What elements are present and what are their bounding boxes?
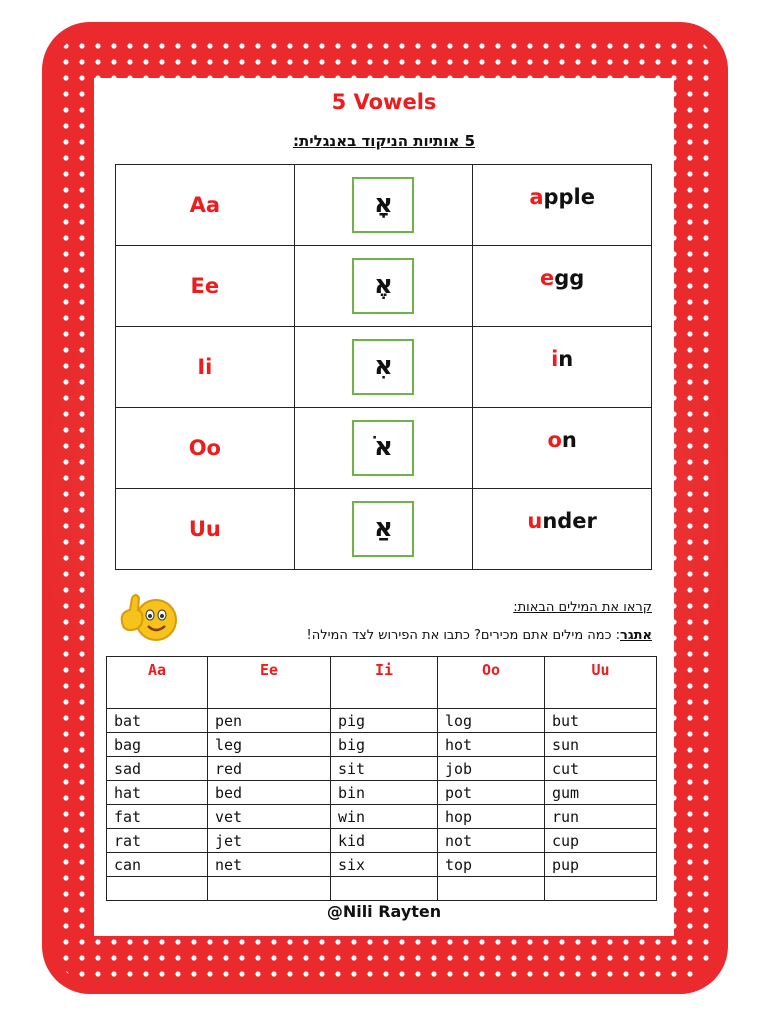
- example-word-first-letter: i: [551, 347, 559, 371]
- credit: @Nili Rayten: [326, 902, 442, 921]
- challenge-text: : כמה מילים אתם מכירים? כתבו את הפירוש לצד המילה!: [306, 628, 621, 643]
- vowel-row: [116, 246, 652, 327]
- word-cell: sad: [107, 757, 208, 781]
- word-cell: log: [438, 709, 545, 733]
- example-word-cell: [473, 165, 652, 246]
- example-word-cell: [473, 246, 652, 327]
- niqqud-cell: [294, 165, 473, 246]
- word-cell: but: [545, 709, 657, 733]
- challenge-instruction: [307, 628, 653, 643]
- example-word-first-letter: a: [529, 185, 544, 209]
- word-cell: bat: [107, 709, 208, 733]
- subtitle: 5 אותיות הניקוד באנגלית:: [292, 132, 476, 150]
- word-cell: hop: [438, 805, 545, 829]
- column-header: Aa: [107, 657, 208, 709]
- vowel-letter-cell: [116, 165, 295, 246]
- niqqud-cell: [294, 489, 473, 570]
- word-cell: fat: [107, 805, 208, 829]
- word-cell: can: [107, 853, 208, 877]
- word-cell: sit: [331, 757, 438, 781]
- vowels-table: [115, 164, 652, 570]
- word-cell: cup: [545, 829, 657, 853]
- column-header: Ii: [331, 657, 438, 709]
- word-cell: cut: [545, 757, 657, 781]
- vowel-letter: Aa: [189, 193, 221, 217]
- example-word: [547, 428, 576, 452]
- word-cell: bed: [208, 781, 331, 805]
- word-cell: pig: [331, 709, 438, 733]
- table-row: [107, 877, 657, 901]
- niqqud-cell: [294, 246, 473, 327]
- table-row: [107, 757, 657, 781]
- vowel-letter-cell: [116, 408, 295, 489]
- example-word-first-letter: e: [539, 266, 555, 290]
- table-row: [107, 781, 657, 805]
- word-cell: red: [208, 757, 331, 781]
- vowel-letter: Oo: [188, 436, 221, 460]
- example-word-rest: pple: [543, 185, 595, 209]
- table-row: [107, 733, 657, 757]
- word-cell: not: [438, 829, 545, 853]
- niqqud-cell: [294, 408, 473, 489]
- column-header: Uu: [545, 657, 657, 709]
- vowel-row: [116, 165, 652, 246]
- vowel-letter-cell: [116, 489, 295, 570]
- word-cell: kid: [331, 829, 438, 853]
- word-cell: big: [331, 733, 438, 757]
- niqqud-cell: [294, 327, 473, 408]
- niqqud-box: אֶ: [352, 258, 414, 314]
- vowel-row: [116, 489, 652, 570]
- word-cell: bin: [331, 781, 438, 805]
- vowel-letter: Ee: [190, 274, 220, 298]
- niqqud-box: אֹ: [352, 420, 414, 476]
- word-cell: job: [438, 757, 545, 781]
- vowel-row: [116, 408, 652, 489]
- table-row: [107, 829, 657, 853]
- word-cell: hat: [107, 781, 208, 805]
- word-cell: [107, 877, 208, 901]
- words-table: [106, 656, 657, 901]
- word-cell: pot: [438, 781, 545, 805]
- example-word: [540, 266, 584, 290]
- word-cell: sun: [545, 733, 657, 757]
- vowel-letter: Ii: [197, 355, 213, 379]
- word-cell: hot: [438, 733, 545, 757]
- example-word-first-letter: o: [547, 428, 562, 452]
- word-cell: net: [208, 853, 331, 877]
- word-cell: bag: [107, 733, 208, 757]
- word-cell: top: [438, 853, 545, 877]
- example-word: [529, 185, 595, 209]
- example-word-rest: n: [558, 347, 574, 371]
- niqqud-box: אִ: [352, 339, 414, 395]
- word-cell: gum: [545, 781, 657, 805]
- word-cell: pen: [208, 709, 331, 733]
- niqqud-box: אַ: [352, 501, 414, 557]
- example-word-rest: gg: [554, 266, 585, 290]
- example-word-cell: [473, 327, 652, 408]
- example-word-rest: n: [561, 428, 577, 452]
- word-cell: [208, 877, 331, 901]
- read-instruction: קראו את המילים הבאות:: [513, 600, 652, 615]
- column-header: Oo: [438, 657, 545, 709]
- niqqud-box: אָ: [352, 177, 414, 233]
- word-cell: rat: [107, 829, 208, 853]
- word-cell: win: [331, 805, 438, 829]
- word-cell: six: [331, 853, 438, 877]
- thumbs-up-smiley-icon: [118, 588, 182, 648]
- table-row: [107, 853, 657, 877]
- example-word-rest: nder: [542, 509, 597, 533]
- example-word-cell: [473, 408, 652, 489]
- word-cell: [438, 877, 545, 901]
- vowel-letter: Uu: [188, 517, 221, 541]
- word-cell: jet: [208, 829, 331, 853]
- example-word-cell: [473, 489, 652, 570]
- word-cell: run: [545, 805, 657, 829]
- word-cell: [545, 877, 657, 901]
- challenge-label: אתגר: [620, 628, 652, 643]
- example-word: [551, 347, 573, 371]
- vowel-row: [116, 327, 652, 408]
- word-cell: vet: [208, 805, 331, 829]
- example-word-first-letter: u: [527, 509, 543, 533]
- example-word: [527, 509, 597, 533]
- column-header: Ee: [208, 657, 331, 709]
- table-row: [107, 709, 657, 733]
- word-cell: leg: [208, 733, 331, 757]
- vowel-letter-cell: [116, 246, 295, 327]
- table-row: [107, 805, 657, 829]
- vowel-letter-cell: [116, 327, 295, 408]
- page-title: 5 Vowels: [331, 90, 437, 114]
- word-cell: pup: [545, 853, 657, 877]
- word-cell: [331, 877, 438, 901]
